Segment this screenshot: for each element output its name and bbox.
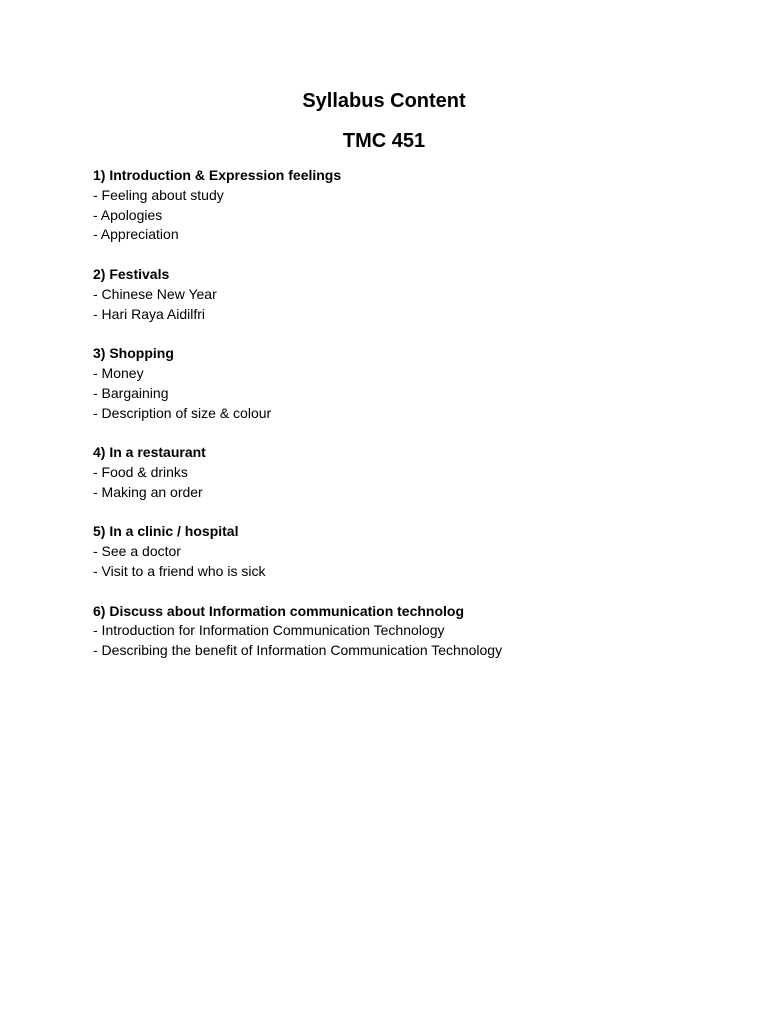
section-heading: 4) In a restaurant	[93, 444, 206, 461]
section-item: - Describing the benefit of Information Communication Technology	[93, 642, 503, 659]
section-item: - Apologies	[93, 206, 163, 223]
section-heading: 5) In a clinic / hospital	[93, 523, 239, 540]
section-item: - Visit to a friend who is sick	[93, 562, 266, 579]
section-item: - Food & drinks	[93, 463, 188, 480]
section-item: - Introduction for Information Communication Technology	[93, 622, 445, 639]
section-item: - Description of size & colour	[93, 404, 272, 421]
syllabus-section	[93, 344, 713, 423]
page-title: Syllabus Content	[302, 90, 466, 112]
section-item: - Money	[93, 364, 144, 381]
syllabus-section	[93, 522, 713, 581]
section-heading: 6) Discuss about Information communication technolog	[93, 602, 465, 619]
section-item: - Hari Raya Aidilfri	[93, 305, 206, 322]
section-heading: 3) Shopping	[93, 345, 174, 362]
section-item: - Chinese New Year	[93, 285, 217, 302]
course-code: TMC 451	[342, 130, 426, 152]
section-item: - See a doctor	[93, 543, 181, 560]
section-heading: 1) Introduction & Expression feelings	[93, 167, 342, 183]
section-item: - Bargaining	[93, 384, 169, 401]
section-item: - Appreciation	[93, 226, 179, 243]
syllabus-section	[93, 602, 713, 661]
syllabus-section	[93, 166, 713, 245]
section-item: - Making an order	[93, 483, 203, 500]
syllabus-content	[93, 166, 713, 681]
section-item: - Feeling about study	[93, 186, 224, 203]
syllabus-section	[93, 265, 713, 324]
syllabus-section	[93, 443, 713, 502]
section-heading: 2) Festivals	[93, 265, 170, 282]
